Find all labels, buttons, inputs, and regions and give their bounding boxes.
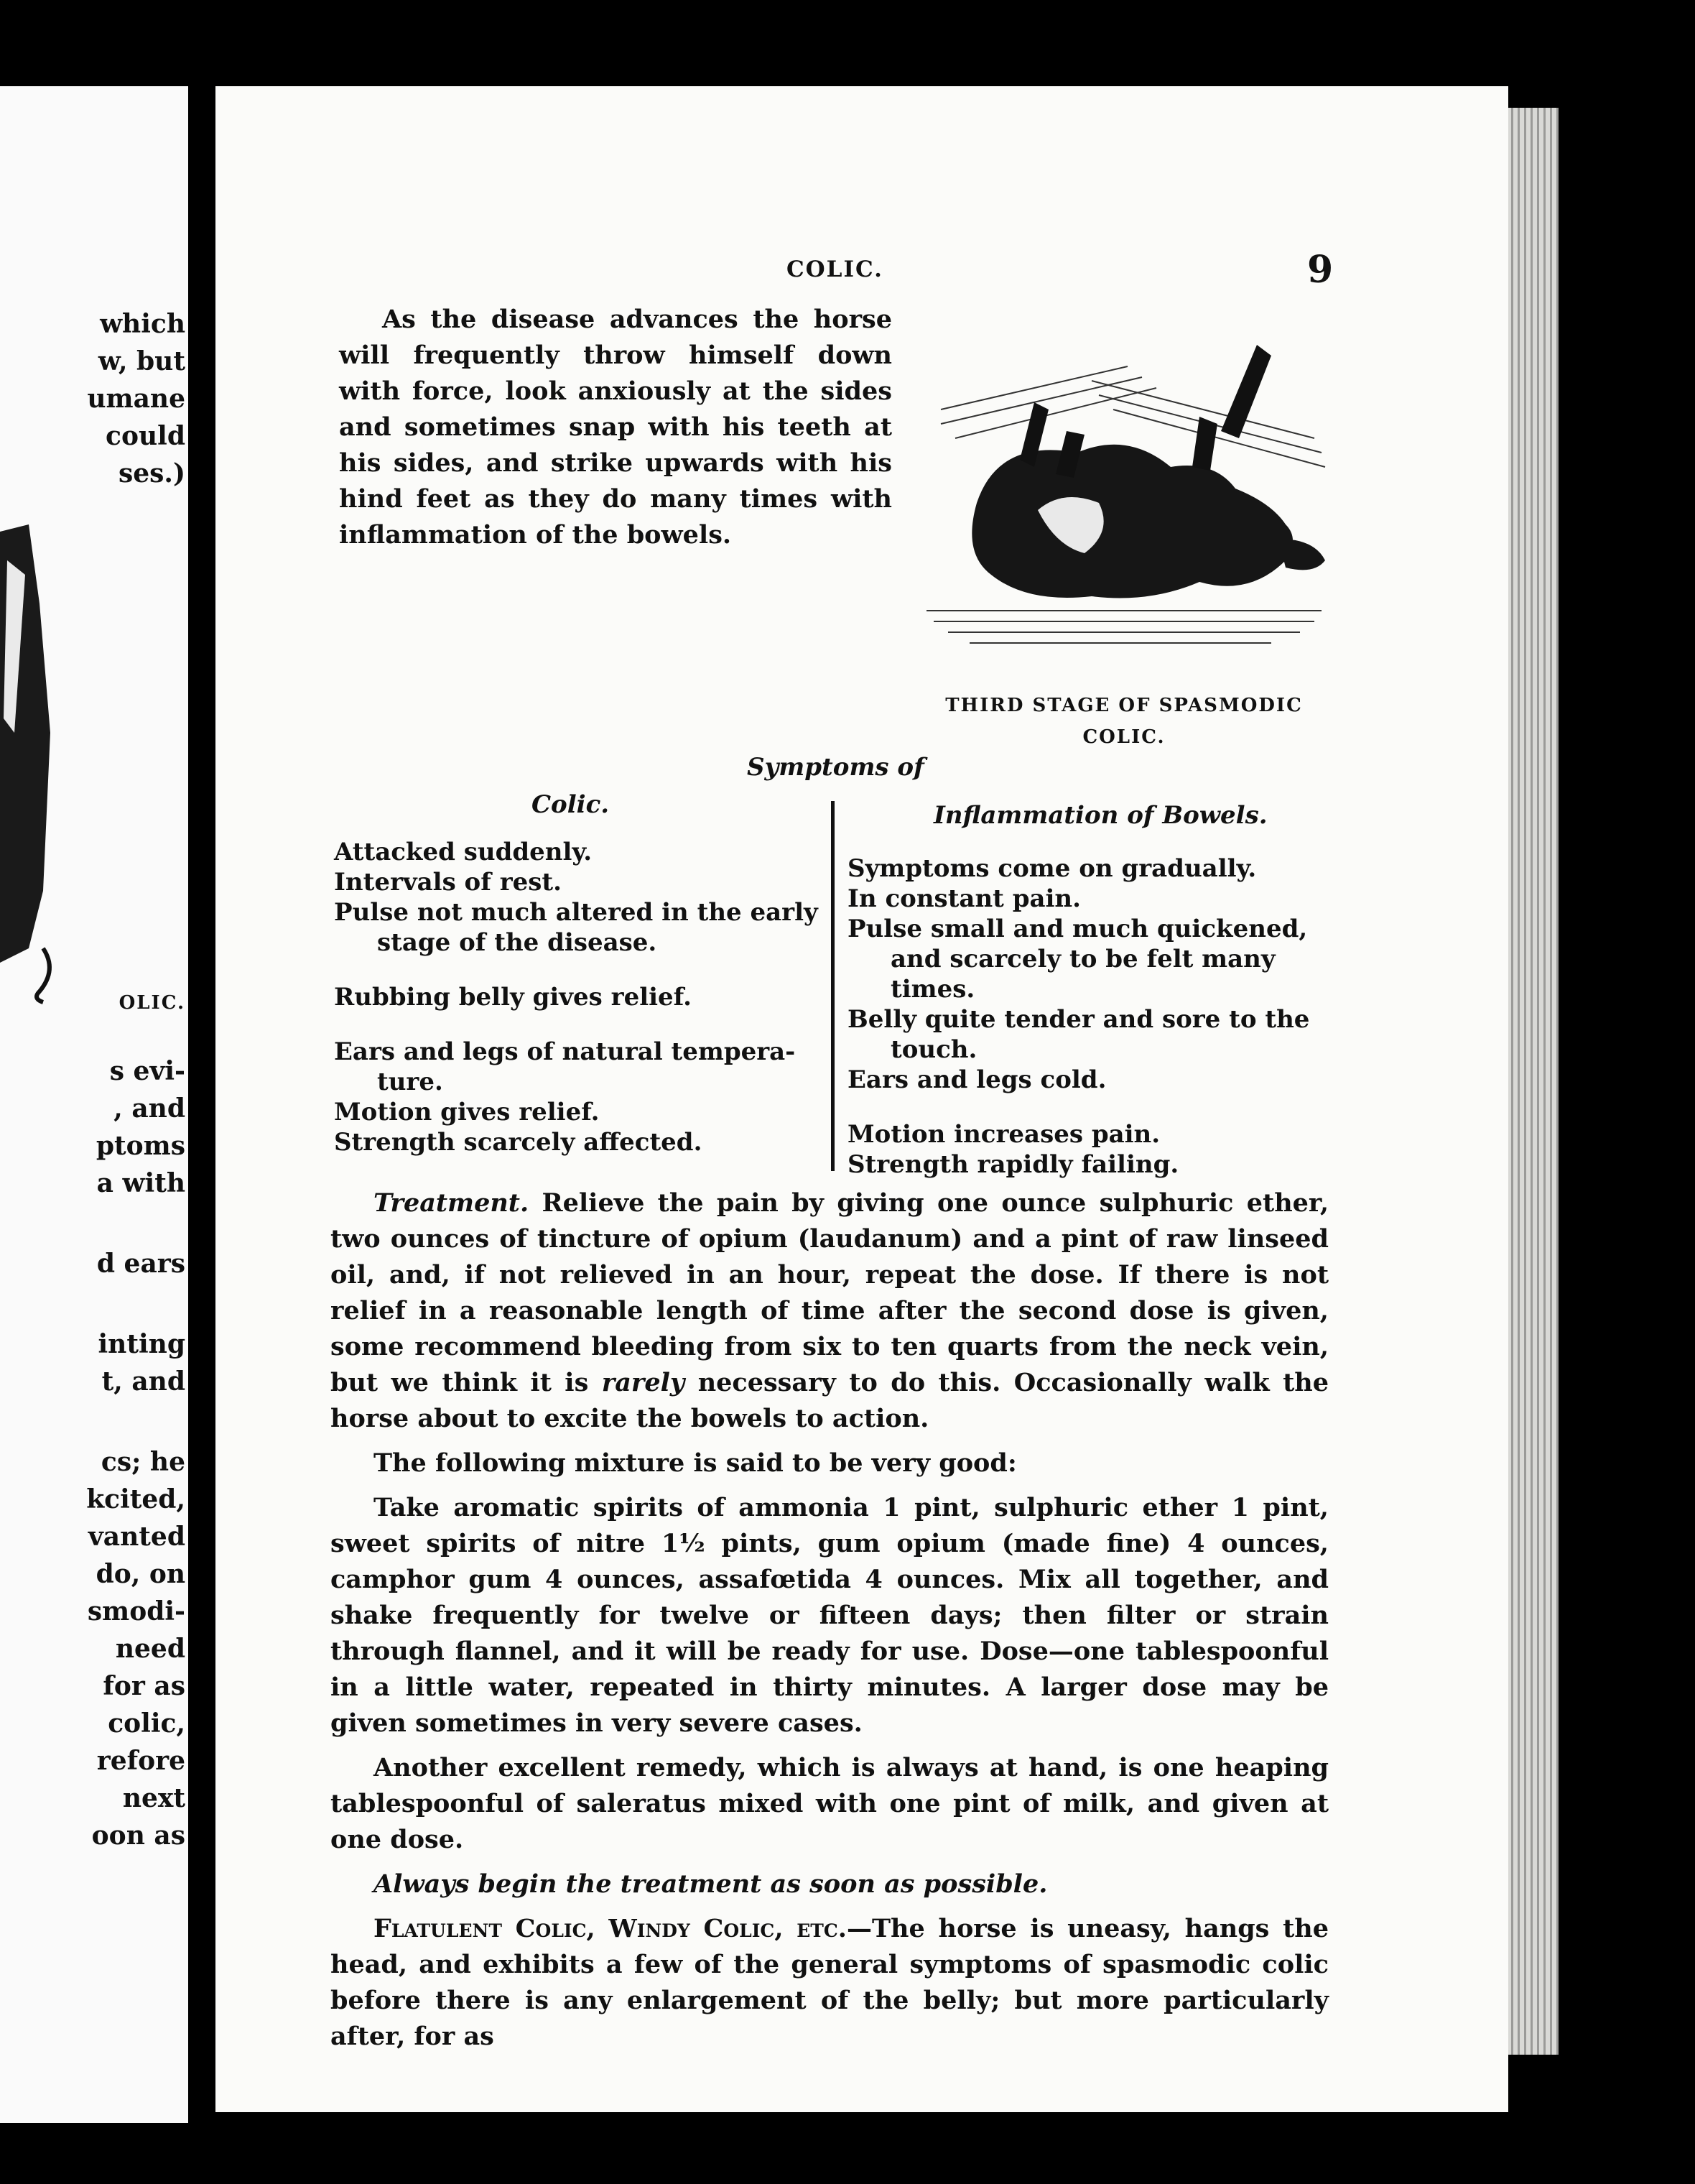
left-page (0, 86, 188, 2123)
symptom-line: Symptoms come on gradually. (848, 854, 1257, 883)
flatulent-heading: Flatulent Colic, Windy Colic, etc. (373, 1914, 847, 1943)
left-line: t, and (101, 1366, 185, 1397)
symptom-line: Attacked suddenly. (334, 838, 593, 866)
symptom-line: Strength rapidly failing. (848, 1150, 1179, 1179)
flatulent-paragraph (330, 1911, 1329, 2055)
running-head: COLIC. (786, 256, 883, 282)
mixture-recipe: Take aromatic spirits of ammonia 1 pint, sulphuric ether 1 pint, sweet spirits of nitre 1½ pints, gum opium (made fine) 4 ounces, camphor gum 4 ounces, assafœtida 4 ounces. Mix all together, and shake frequently for twelve or fifteen days; then filter or strain through flannel, and it will be ready for use. Dose—one tablespoonful in a little water, repeated in thirty minutes. A larger dose may be given sometimes in very severe cases. (330, 1493, 1329, 1738)
left-line: , and (113, 1093, 185, 1124)
figure-caption-line: COLIC. (1082, 726, 1166, 748)
left-line: kcited, (86, 1484, 185, 1514)
left-line: could (106, 421, 185, 451)
right-page (215, 86, 1508, 2112)
colic-heading: Colic. (531, 790, 610, 819)
treatment-paragraph (330, 1185, 1329, 1437)
symptoms-title: Symptoms of (747, 753, 924, 782)
treatment-text: Relieve the pain by giving one ounce sulphuric ether, two ounces of tincture of opium (laudanum) and a pint of raw linseed oil, and, if not relieved in an hour, repeat the dose. If there is not relief in a reasonable length of time after the second dose is given, some recommend bleeding from six to ten quarts from the neck vein, but we think it is (330, 1188, 1329, 1397)
always-note: Always begin the treatment as soon as possible. (373, 1869, 1048, 1899)
left-line: next (122, 1783, 185, 1813)
left-line: colic, (108, 1708, 185, 1739)
symptom-line: Rubbing belly gives relief. (334, 983, 692, 1012)
symptom-line: times. (891, 975, 975, 1004)
left-line: ses.) (118, 458, 185, 489)
symptom-line: Strength scarcely affected. (334, 1128, 702, 1157)
symptom-line: Ears and legs cold. (848, 1065, 1107, 1094)
body-text (330, 1185, 1329, 2063)
left-line: d ears (96, 1249, 185, 1279)
treatment-label: Treatment. (373, 1188, 529, 1218)
left-line: oon as (91, 1820, 185, 1851)
left-line: inting (98, 1329, 185, 1359)
flatulent-text: —The horse is uneasy, hangs the head, and exhibits a few of the general symptoms of spasmodic colic before there is any enlargement of the belly; but more particularly after, for as (330, 1914, 1329, 2051)
symptom-line: Intervals of rest. (334, 868, 562, 897)
symptom-line: In constant pain. (848, 884, 1081, 913)
left-line: cs; he (101, 1447, 185, 1477)
book-gutter (188, 79, 215, 2119)
left-line: umane (87, 384, 185, 414)
symptom-line: Motion gives relief. (334, 1098, 600, 1126)
left-caption: OLIC. (119, 992, 185, 1014)
inflammation-heading: Inflammation of Bowels. (934, 801, 1268, 830)
treatment-emphasis: rarely (601, 1368, 685, 1397)
intro-paragraph: As the disease advances the horse will frequently throw himself down with force, look anxiously at the sides and sometimes snap with his teeth at his sides, and strike upwards with his hind feet as they do many times with inflammation of the bowels. (339, 305, 892, 550)
column-divider (831, 801, 835, 1171)
horse-rolling-illustration (912, 323, 1336, 668)
symptom-line: Pulse small and much quickened, (848, 915, 1308, 943)
left-line: a with (96, 1168, 185, 1198)
symptom-line: touch. (891, 1035, 977, 1064)
symptom-line: Ears and legs of natural tempera- (334, 1037, 796, 1066)
symptom-line: Pulse not much altered in the early (334, 898, 818, 927)
figure-caption-line: THIRD STAGE OF SPASMODIC (945, 695, 1303, 716)
left-line: w, but (98, 346, 185, 376)
left-line: s evi- (109, 1056, 185, 1086)
left-figure-illustration (0, 517, 68, 1006)
treatment-text-end: necessary to do this. Occasionally walk the horse about to excite the bowels to action. (330, 1368, 1329, 1433)
symptom-line: Belly quite tender and sore to the (848, 1005, 1310, 1034)
left-line: need (115, 1634, 185, 1664)
symptom-line: Motion increases pain. (848, 1120, 1161, 1149)
left-line: vanted (88, 1522, 185, 1552)
remedy-paragraph: Another excellent remedy, which is always at hand, is one heaping tablespoonful of saleratus mixed with one pint of milk, and given at one dose. (330, 1753, 1329, 1854)
left-line: do, on (96, 1559, 185, 1589)
left-line: refore (96, 1746, 185, 1776)
left-line: which (100, 309, 185, 339)
figure-caption (909, 690, 1339, 753)
left-line: ptoms (96, 1131, 185, 1161)
symptom-line: and scarcely to be felt many (891, 945, 1276, 973)
left-line: for as (103, 1671, 185, 1701)
left-line: smodi- (87, 1596, 185, 1627)
page-number: 9 (1307, 248, 1334, 292)
mixture-intro: The following mixture is said to be very good: (373, 1448, 1017, 1478)
symptom-line: ture. (377, 1068, 443, 1096)
symptom-line: stage of the disease. (377, 928, 657, 957)
inflammation-symptoms (848, 853, 1329, 1180)
colic-symptoms (334, 837, 822, 1157)
